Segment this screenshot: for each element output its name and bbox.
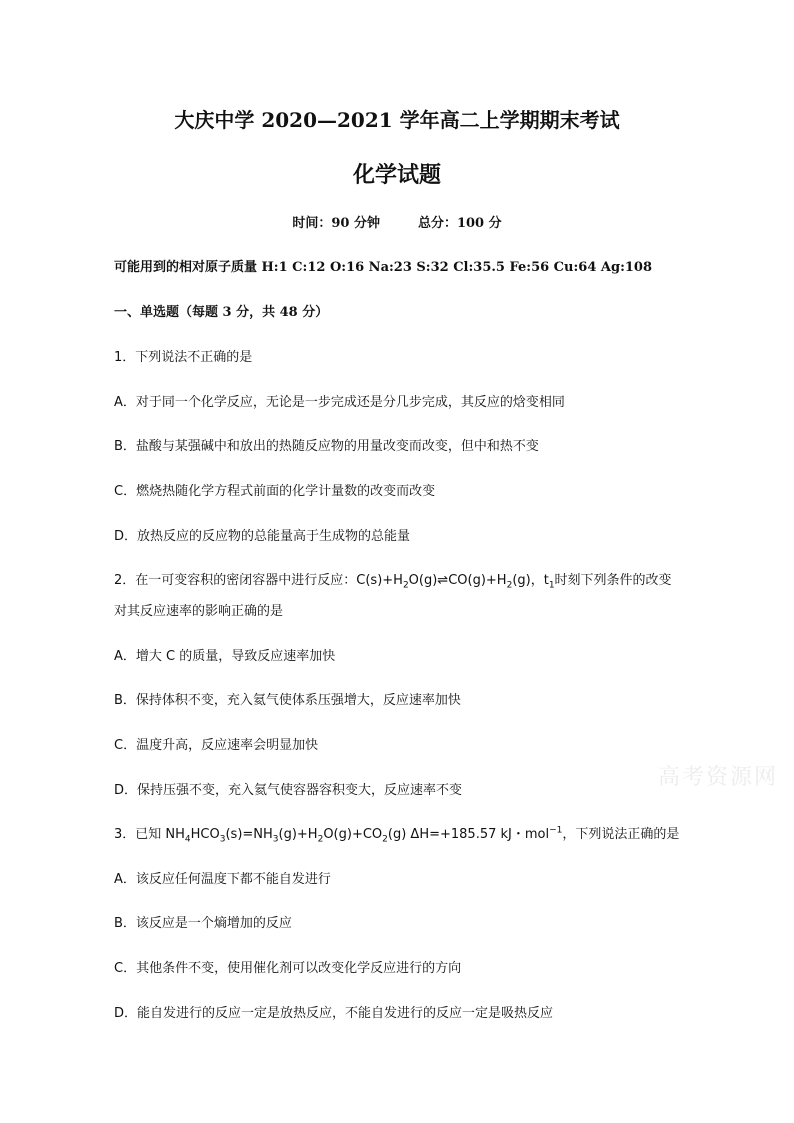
question-2-option-a: A．增大 C 的质量，导致反应速率加快 (114, 649, 336, 664)
section-title: 一、单选题（每题 3 分，共 48 分） (114, 305, 329, 320)
watermark: 高考资源网 (658, 765, 779, 790)
question-1-option-b: B．盐酸与某强碱中和放出的热随反应物的用量改变而改变，但中和热不变 (114, 439, 539, 454)
question-2-option-c: C．温度升高，反应速率会明显加快 (114, 738, 319, 753)
exam-title: 大庆中学 2020—2021 学年高二上学期期末考试 (174, 108, 620, 132)
question-3-option-c: C．其他条件不变，使用催化剂可以改变化学反应进行的方向 (114, 961, 462, 976)
question-3-stem: 3．已知 $NH_4HCO_3(s)=NH_3(g)+H_2O(g)+CO_2(g)$ ΔH=+185.57 kJ・mol$^{-1}$，下列说法正确的是 (114, 825, 680, 845)
question-2-option-d: D．保持压强不变，充入氦气使容器容积变大，反应速率不变 (114, 783, 463, 798)
exam-meta (0, 212, 794, 231)
question-1-stem: 1．下列说法不正确的是 (114, 350, 253, 365)
question-2-stem-line2: 对其反应速率的影响正确的是 (114, 604, 284, 619)
question-1-option-d: D．放热反应的反应物的总能量高于生成物的总能量 (114, 529, 411, 544)
exam-total-score: 总分：100 分 (417, 216, 502, 231)
question-1-option-c: C．燃烧热随化学方程式前面的化学计量数的改变而改变 (114, 484, 436, 499)
question-2-stem: 2．在一可变容积的密闭容器中进行反应：$C(s)+H_2O(g)\rightleftharpoons CO(g)+H_2(g)$，$t_1$时刻下列条件的改变 (114, 573, 672, 591)
question-2-option-b: B．保持体积不变，充入氦气使体系压强增大，反应速率加快 (114, 693, 461, 708)
subject-title: 化学试题 (352, 162, 441, 188)
question-3-option-a: A．该反应任何温度下都不能自发进行 (114, 872, 331, 887)
exam-time: 时间：90 分钟 (292, 216, 380, 231)
atomic-masses: 可能用到的相对原子质量 H:1 C:12 O:16 Na:23 S:32 Cl:35.5 Fe:56 Cu:64 Ag:108 (114, 260, 653, 275)
question-3-option-b: B．该反应是一个熵增加的反应 (114, 916, 292, 931)
question-1-option-a: A．对于同一个化学反应，无论是一步完成还是分几步完成，其反应的焓变相同 (114, 395, 565, 410)
question-3-option-d: D．能自发进行的反应一定是放热反应，不能自发进行的反应一定是吸热反应 (114, 1006, 554, 1021)
